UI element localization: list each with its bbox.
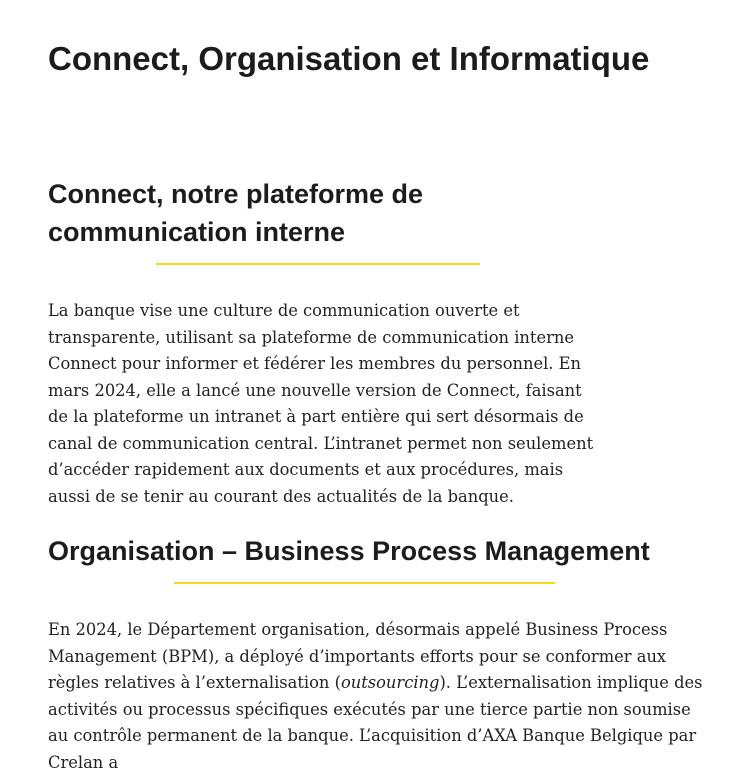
section-paragraph-connect: La banque vise une culture de communication ouverte et transparente, utilisant sa plateforme de communication interne Connect pour informer et fédérer les membres du personnel. En mars 2024, elle a lancé une nouvelle version de Connect, faisant de la plateforme un intranet à part entière qui sert désormais de canal de communication central. L’intranet permet non seulement d’accéder rapidement aux documents et aux procédures, mais aussi de se tenir au courant des actualités de la banque.: [48, 301, 594, 506]
heading-underline-bpm: [174, 582, 555, 584]
heading-underline-connect: [156, 263, 480, 265]
section-heading-connect: Connect, notre plateforme de communication interne: [48, 179, 424, 247]
paragraph-text-part1: En 2024, le Département organisation, désormais appelé Business Process Management (BPM), a déployé d’importants efforts pour se conformer aux règles relatives à l’externalisation (: [48, 620, 668, 692]
section-heading-bpm: Organisation – Business Process Management: [48, 536, 650, 566]
section-paragraph-bpm: [48, 617, 708, 776]
paragraph-emphasis: outsourcing: [340, 673, 440, 692]
page-title: Connect, Organisation et Informatique: [48, 40, 650, 77]
paragraph-text-part2: ). L’externalisation implique des activités ou processus spécifiques exécutés par une tierce partie non soumise au contrôle permanent de la banque. L’acquisition d’AXA Banque Belgique par Crelan a: [48, 673, 703, 772]
